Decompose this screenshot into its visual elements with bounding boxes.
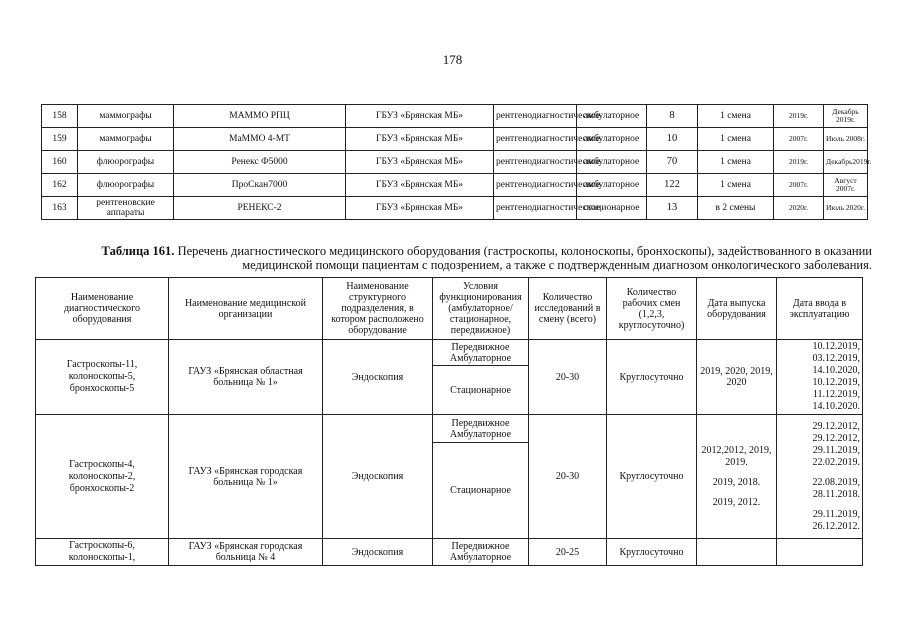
row3-condition-mobile: Передвижное Амбулаторное — [433, 539, 529, 566]
table-row — [42, 128, 868, 151]
row2-equipment — [36, 415, 169, 539]
date-line: 14.10.2020, — [812, 365, 860, 376]
row3-shifts: Круглосуточно — [607, 539, 697, 566]
date-line: 28.11.2018. — [812, 488, 860, 500]
row3-organization: ГАУЗ «Брянская городская больница № 4 — [169, 539, 323, 566]
cell-count: 70 — [647, 151, 698, 174]
cell-year: 2020г. — [774, 197, 824, 220]
cell-date: Август 2007г. — [824, 174, 868, 197]
cell-type: флюорографы — [78, 174, 174, 197]
cell-count: 10 — [647, 128, 698, 151]
cell-n: 163 — [42, 197, 78, 220]
row1-equipment-line: колоноскопы-5, — [68, 371, 136, 382]
row2-equipment-line: Гастроскопы-4, — [69, 458, 135, 470]
cell-year: 2007г. — [774, 174, 824, 197]
cell-n: 159 — [42, 128, 78, 151]
cell-model: МаММО 4-МТ — [174, 128, 346, 151]
header-commission-date: Дата ввода в эксплуатацию — [777, 278, 863, 340]
row3-release — [697, 539, 777, 566]
release-line: 2019. — [725, 456, 748, 468]
date-line: 22.02.2019. — [812, 456, 860, 468]
cell-mode: амбулаторное — [577, 128, 647, 151]
cell-type: маммографы — [78, 128, 174, 151]
cell-year: 2019г. — [774, 151, 824, 174]
row1-equipment-line: Гастроскопы-11, — [66, 359, 138, 370]
cell-shift: в 2 смены — [698, 197, 774, 220]
cell-org: ГБУЗ «Брянская МБ» — [346, 174, 494, 197]
cell-model: РЕНЕКС-2 — [174, 197, 346, 220]
date-line: 10.12.2019, — [812, 341, 860, 352]
release-line: 2019, 2012. — [712, 496, 761, 508]
cell-type: рентгеновские аппараты — [78, 197, 174, 220]
date-line: 29.11.2019, — [812, 444, 860, 456]
cell-year: 2019г. — [774, 105, 824, 128]
row2-release — [697, 415, 777, 539]
row1-department: Эндоскопия — [323, 340, 433, 415]
table-row — [42, 174, 868, 197]
cell-method: рентгенодиагностическое — [494, 128, 577, 151]
cell-count: 8 — [647, 105, 698, 128]
cell-date: Июль 2020г. — [824, 197, 868, 220]
row3-equipment-line: колоноскопы-1, — [68, 552, 136, 563]
caption-text: Перечень диагностического медицинского оборудования (гастроскопы, колоноскопы, бронхоскопы), задействованного в оказании медицинской помощи пациентам с подозрением, а также с подтвержденным диагнозом онкологического заболевания. — [174, 244, 872, 272]
date-line: 29.11.2019, — [812, 508, 860, 520]
cell-model: ПроСкан7000 — [174, 174, 346, 197]
date-line: 10.12.2019, — [812, 377, 860, 388]
row1-release: 2019, 2020, 2019, 2020 — [697, 340, 777, 415]
row1-count: 20-30 — [529, 340, 607, 415]
caption-label: Таблица 161. — [101, 244, 175, 258]
cell-org: ГБУЗ «Брянская МБ» — [346, 151, 494, 174]
row2-organization: ГАУЗ «Брянская городская больница № 1» — [169, 415, 323, 539]
row2-shifts: Круглосуточно — [607, 415, 697, 539]
date-line: 26.12.2012. — [812, 520, 860, 532]
header-organization: Наименование медицинской организации — [169, 278, 323, 340]
cell-model: Ренекс Ф5000 — [174, 151, 346, 174]
cell-method: рентгенодиагностическое — [494, 197, 577, 220]
row1-organization: ГАУЗ «Брянская областная больница № 1» — [169, 340, 323, 415]
row3-count: 20-25 — [529, 539, 607, 566]
cell-shift: 1 смена — [698, 128, 774, 151]
cell-shift: 1 смена — [698, 174, 774, 197]
table-row — [42, 151, 868, 174]
cell-org: ГБУЗ «Брянская МБ» — [346, 197, 494, 220]
release-line: 2019, 2018. — [712, 476, 761, 488]
date-line: 11.12.2019, — [812, 389, 860, 400]
row2-equipment-line: бронхоскопы-2 — [69, 482, 135, 494]
endoscopy-equipment-table — [35, 277, 863, 566]
row3-equipment-line: Гастроскопы-6, — [69, 540, 135, 551]
cell-type: маммографы — [78, 105, 174, 128]
table-caption — [44, 244, 872, 272]
header-shifts: Количество рабочих смен (1,2,3, круглосуточно) — [607, 278, 697, 340]
row2-commission-dates — [777, 415, 863, 539]
row1-equipment-line: бронхоскопы-5 — [69, 383, 135, 394]
header-conditions: Условия функционирования (амбулаторное/ стационарное, передвижное) — [433, 278, 529, 340]
row2-condition-mobile: Передвижное Амбулаторное — [433, 415, 529, 443]
date-line: 29.12.2012, — [812, 420, 860, 432]
cell-date: Декабрь 2019г. — [824, 105, 868, 128]
cell-org: ГБУЗ «Брянская МБ» — [346, 105, 494, 128]
cell-model: МАММО РПЦ — [174, 105, 346, 128]
cell-year: 2007г. — [774, 128, 824, 151]
header-release-date: Дата выпуска оборудования — [697, 278, 777, 340]
cell-mode: стационарное — [577, 197, 647, 220]
cell-shift: 1 смена — [698, 105, 774, 128]
row3-equipment — [36, 539, 169, 566]
cell-method: рентгенодиагностическое — [494, 174, 577, 197]
cell-date: Июль 2008г. — [824, 128, 868, 151]
row1-condition-stationary: Стационарное — [433, 366, 529, 415]
row2-department: Эндоскопия — [323, 415, 433, 539]
cell-mode: амбулаторное — [577, 174, 647, 197]
cell-count: 13 — [647, 197, 698, 220]
date-line: 03.12.2019, — [812, 353, 860, 364]
cell-type: флюорографы — [78, 151, 174, 174]
row3-department: Эндоскопия — [323, 539, 433, 566]
row3-commission-dates — [777, 539, 863, 566]
release-line: 2012,2012, 2019, — [701, 444, 772, 456]
row2-count: 20-30 — [529, 415, 607, 539]
cell-method: рентгенодиагностическое — [494, 151, 577, 174]
date-line: 14.10.2020. — [812, 401, 860, 412]
row1-equipment — [36, 340, 169, 415]
cell-n: 158 — [42, 105, 78, 128]
page-number: 178 — [442, 52, 463, 67]
cell-shift: 1 смена — [698, 151, 774, 174]
date-line: 22.08.2019, — [812, 476, 860, 488]
table-row — [42, 105, 868, 128]
row2-equipment-line: колоноскопы-2, — [68, 470, 136, 482]
cell-n: 160 — [42, 151, 78, 174]
table-row — [42, 197, 868, 220]
row1-condition-mobile: Передвижное Амбулаторное — [433, 340, 529, 366]
equipment-table-continued — [41, 104, 872, 220]
cell-n: 162 — [42, 174, 78, 197]
row2-condition-stationary: Стационарное — [433, 443, 529, 539]
cell-method: рентгенодиагностическое — [494, 105, 577, 128]
header-count: Количество исследований в смену (всего) — [529, 278, 607, 340]
header-equipment: Наименование диагностического оборудования — [36, 278, 169, 340]
date-line: 29.12.2012, — [812, 432, 860, 444]
row1-shifts: Круглосуточно — [607, 340, 697, 415]
header-department: Наименование структурного подразделения, в котором расположено оборудование — [323, 278, 433, 340]
cell-org: ГБУЗ «Брянская МБ» — [346, 128, 494, 151]
cell-count: 122 — [647, 174, 698, 197]
cell-date: Декабрь2019г. — [824, 151, 868, 174]
cell-mode: амбулаторное — [577, 151, 647, 174]
cell-mode: амбулаторное — [577, 105, 647, 128]
row1-commission-dates — [777, 340, 863, 415]
